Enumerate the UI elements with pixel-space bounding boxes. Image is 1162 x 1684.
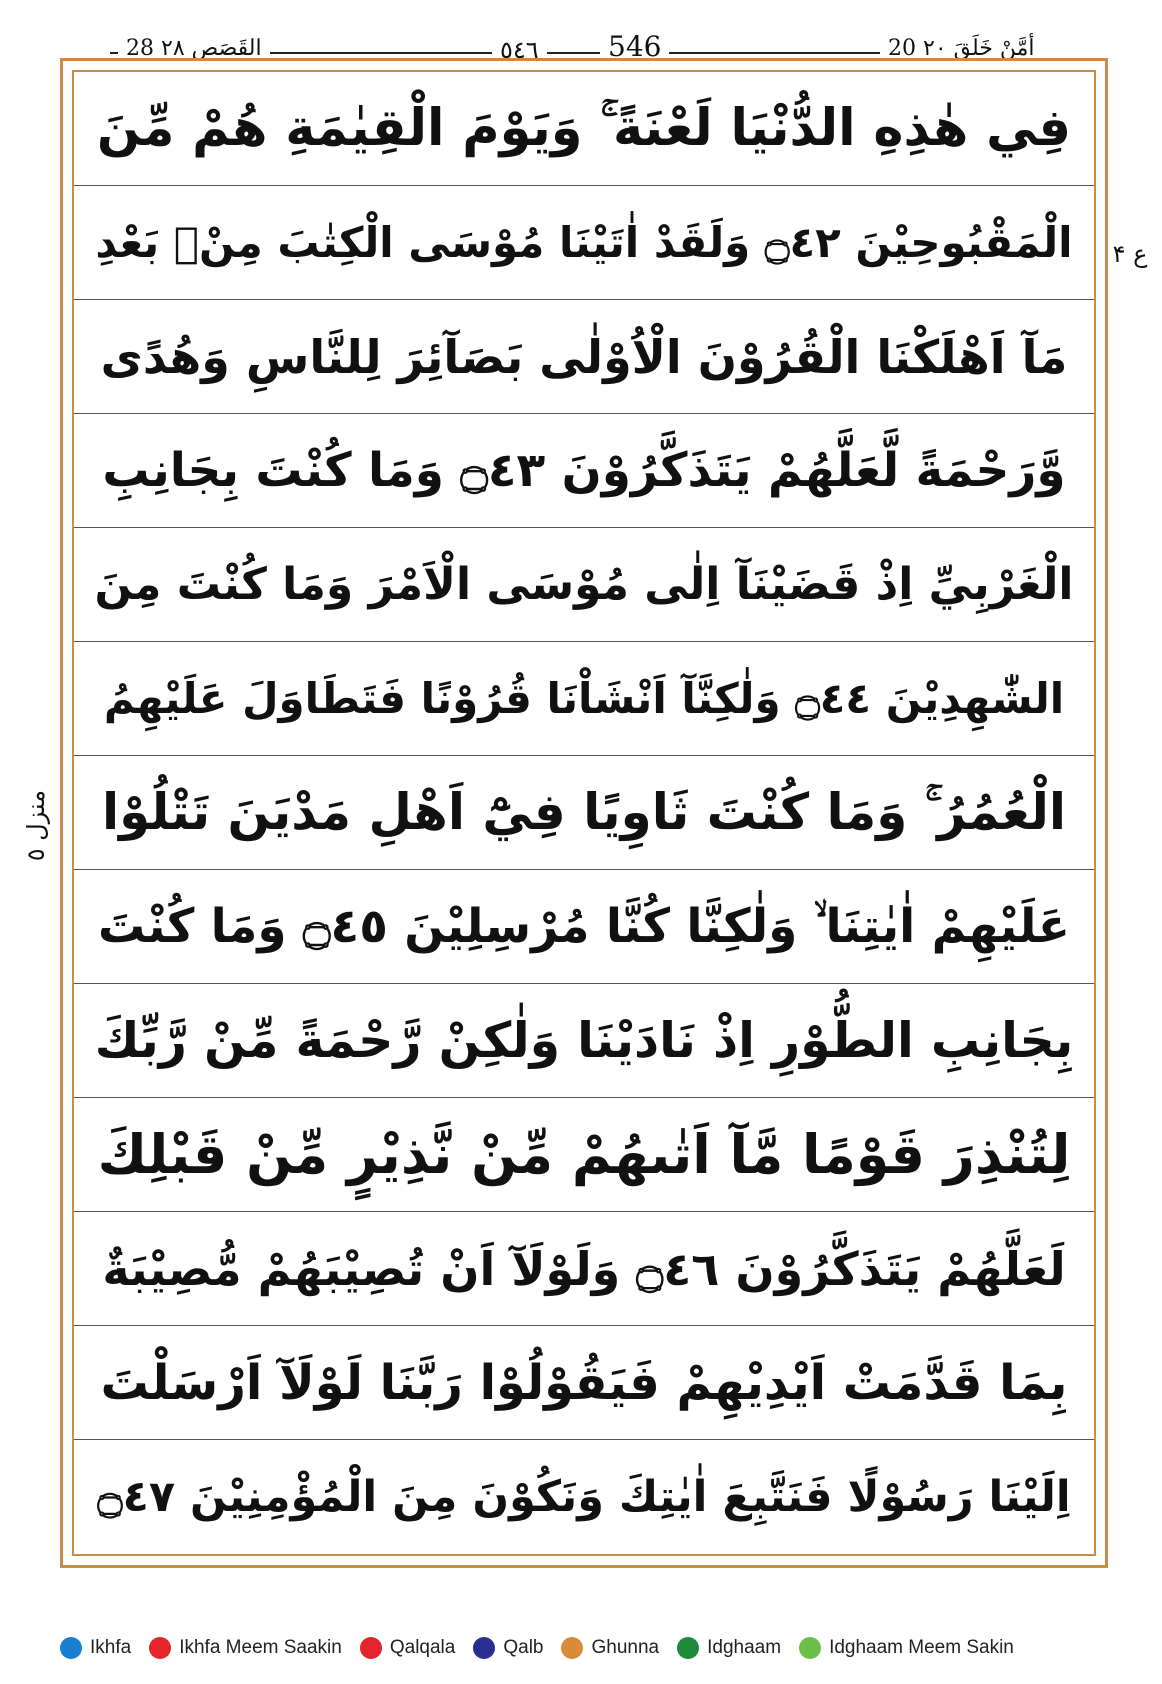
text-line: [74, 300, 1094, 414]
text-line: [74, 642, 1094, 756]
text-line: [74, 186, 1094, 300]
text-line: [74, 1212, 1094, 1326]
text-line: [74, 1098, 1094, 1212]
legend-dot-icon: [360, 1637, 382, 1659]
legend-item-ikhfa-meem-saakin: [149, 1637, 342, 1659]
verse-text: الْعُمُرُ ۚ وَمَا كُنْتَ ثَاوِيًا فِيْٓ اَهْلِ مَدْيَنَ تَتْلُوْا: [102, 783, 1066, 841]
legend-item-idghaam: [677, 1637, 781, 1659]
legend-label: Ghunna: [591, 1637, 660, 1658]
verse-text: فِي هٰذِهِ الدُّنْيَا لَعْنَةً ۚ وَيَوْمَ الْقِيٰمَةِ هُمْ مِّنَ: [96, 98, 1072, 158]
ruku-marker: ع ۴: [1112, 240, 1148, 268]
text-line: [74, 72, 1094, 186]
legend-item-ghunna: [561, 1637, 659, 1659]
legend-item-idghaam-meem-sakin: [799, 1637, 1014, 1659]
text-line: [74, 1440, 1094, 1554]
legend-dot-icon: [149, 1637, 171, 1659]
surah-label: 28 القَصَص ٢٨: [118, 36, 270, 61]
legend-item-qalb: [473, 1637, 543, 1659]
legend-dot-icon: [561, 1637, 583, 1659]
legend-label: Ikhfa Meem Saakin: [179, 1637, 342, 1658]
legend-label: Idghaam: [707, 1637, 782, 1658]
legend-label: Ikhfa: [90, 1637, 132, 1658]
legend-label: Idghaam Meem Sakin: [829, 1637, 1014, 1658]
legend-item-qalqala: [360, 1637, 456, 1659]
verse-text: مَآ اَهْلَكْنَا الْقُرُوْنَ الْاُوْلٰى بَصَآئِرَ لِلنَّاسِ وَهُدًى: [100, 329, 1068, 384]
tajweed-legend: [60, 1628, 1120, 1668]
page-number-arabic: ٥٤٦: [492, 36, 547, 64]
manzil-marker: منزل ٥: [22, 790, 50, 862]
text-line: [74, 1326, 1094, 1440]
verse-text: بِجَانِبِ الطُّوْرِ اِذْ نَادَيْنَا وَلٰكِنْ رَّحْمَةً مِّنْ رَّبِّكَ: [94, 1012, 1074, 1069]
text-line: [74, 756, 1094, 870]
verse-text: اِلَيْنَا رَسُوْلًا فَنَتَّبِعَ اٰيٰتِكَ وَنَكُوْنَ مِنَ الْمُؤْمِنِيْنَ ۝٤٧: [97, 1472, 1071, 1522]
page-frame: [72, 70, 1096, 1556]
verse-text: الْمَقْبُوحِيْنَ ۝٤٢ وَلَقَدْ اٰتَيْنَا مُوْسَى الْكِتٰبَ مِنْۢ بَعْدِ: [95, 218, 1073, 267]
legend-dot-icon: [799, 1637, 821, 1659]
verse-text: وَّرَحْمَةً لَّعَلَّهُمْ يَتَذَكَّرُوْنَ ۝٤٣ وَمَا كُنْتَ بِجَانِبِ: [102, 443, 1066, 498]
verse-text: بِمَا قَدَّمَتْ اَيْدِيْهِمْ فَيَقُوْلُوْا رَبَّنَا لَوْلَآ اَرْسَلْتَ: [100, 1354, 1068, 1411]
juz-label: 20 أمَّنْ خَلَقَ ٢٠: [880, 36, 1043, 61]
text-line: [74, 414, 1094, 528]
legend-dot-icon: [60, 1637, 82, 1659]
text-line: [74, 528, 1094, 642]
legend-dot-icon: [677, 1637, 699, 1659]
legend-label: Qalqala: [389, 1637, 456, 1658]
verse-text: عَلَيْهِمْ اٰيٰتِنَا ۙ وَلٰكِنَّا كُنَّا مُرْسِلِيْنَ ۝٤٥ وَمَا كُنْتَ: [98, 898, 1071, 954]
legend-dot-icon: [473, 1637, 495, 1659]
text-line: [74, 870, 1094, 984]
verse-text: لَعَلَّهُمْ يَتَذَكَّرُوْنَ ۝٤٦ وَلَوْلَآ اَنْ تُصِيْبَهُمْ مُّصِيْبَةٌ: [102, 1241, 1066, 1296]
text-line: [74, 984, 1094, 1098]
legend-label: Qalb: [503, 1637, 544, 1658]
legend-item-ikhfa: [60, 1637, 131, 1659]
page-number: 546: [600, 30, 669, 63]
verse-text: الْغَرْبِيِّ اِذْ قَضَيْنَآ اِلٰى مُوْسَى الْاَمْرَ وَمَا كُنْتَ مِنَ: [94, 559, 1074, 610]
verse-text: لِتُنْذِرَ قَوْمًا مَّآ اَتٰىهُمْ مِّنْ نَّذِيْرٍ مِّنْ قَبْلِكَ: [97, 1123, 1071, 1186]
verse-text: الشّٰهِدِيْنَ ۝٤٤ وَلٰكِنَّآ اَنْشَاْنَا قُرُوْنًا فَتَطَاوَلَ عَلَيْهِمُ: [103, 674, 1065, 723]
